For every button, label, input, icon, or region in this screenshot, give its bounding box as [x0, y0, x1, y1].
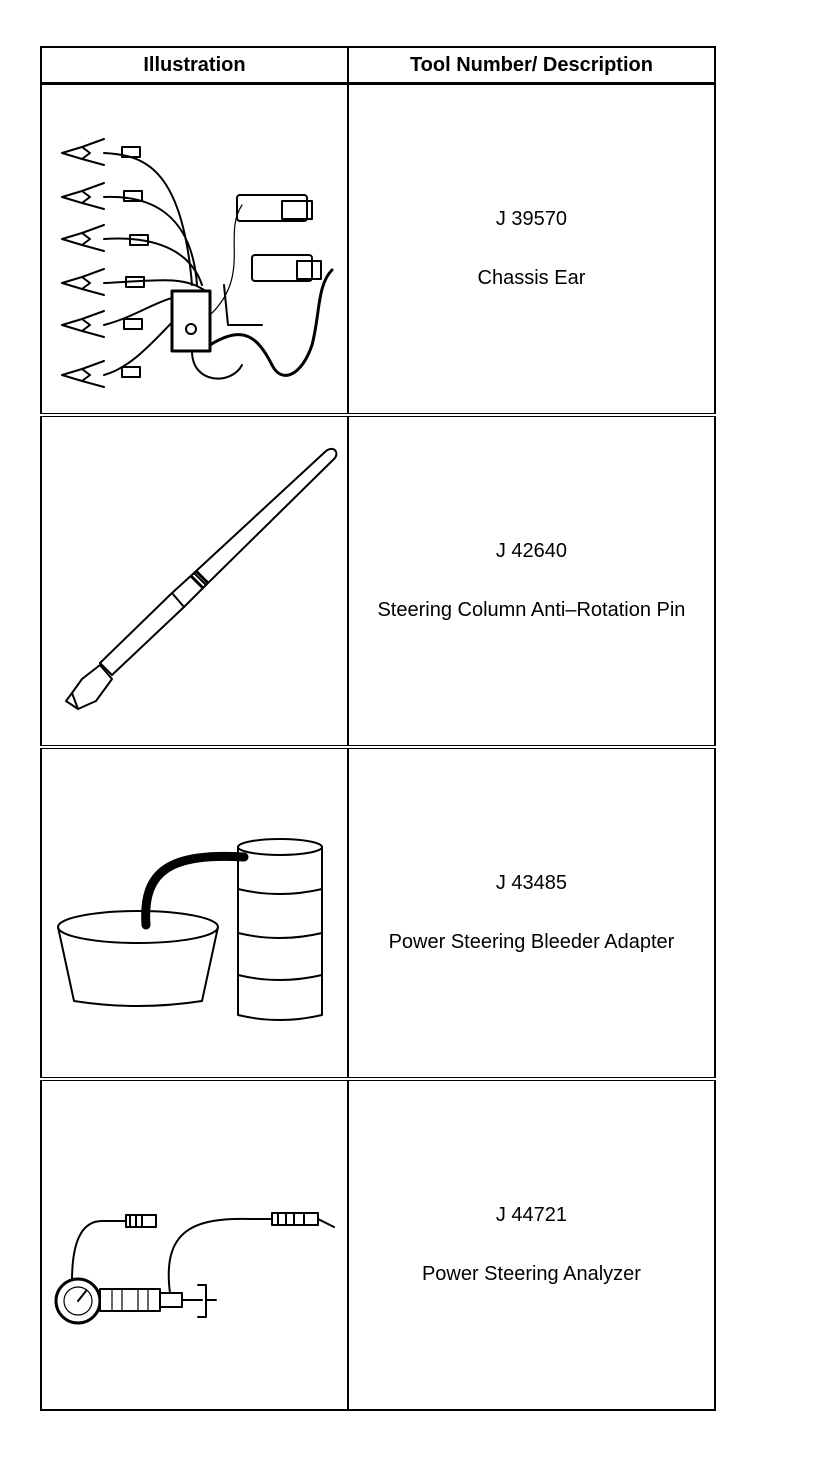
table-row: [41, 415, 715, 747]
illustration-cell: [41, 84, 348, 416]
table-row: [41, 1079, 715, 1410]
description-cell: [348, 747, 715, 1079]
description-cell: [348, 84, 715, 416]
tool-number: J 44721: [495, 1204, 568, 1226]
table-header-row: [41, 47, 715, 84]
tool-number: J 43485: [495, 872, 568, 894]
special-tools-table: [40, 46, 716, 1411]
anti-rotation-pin-icon: [42, 417, 346, 745]
description-cell: [348, 1079, 715, 1410]
tool-number: J 39570: [495, 208, 568, 230]
description-cell: [348, 415, 715, 747]
header-tool-number-description: Tool Number/ Description: [348, 47, 715, 84]
chassis-ear-icon: [42, 85, 346, 413]
table-row: [41, 747, 715, 1079]
table-row: [41, 84, 715, 416]
tool-description: Chassis Ear: [477, 267, 586, 289]
tool-description: Steering Column Anti–Rotation Pin: [377, 599, 686, 621]
tool-description: Power Steering Bleeder Adapter: [388, 931, 675, 953]
tool-description: Power Steering Analyzer: [421, 1263, 641, 1285]
bleeder-adapter-icon: [42, 749, 346, 1077]
tool-number: J 42640: [495, 540, 568, 562]
header-illustration: Illustration: [41, 47, 348, 84]
steering-analyzer-icon: [42, 1081, 346, 1409]
illustration-cell: [41, 747, 348, 1079]
illustration-cell: [41, 415, 348, 747]
illustration-cell: [41, 1079, 348, 1410]
